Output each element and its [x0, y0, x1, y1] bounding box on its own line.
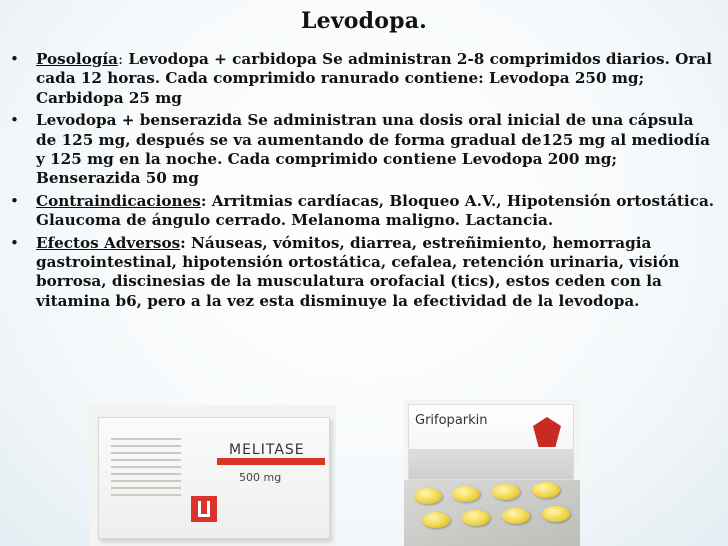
- pill-icon: [502, 508, 530, 524]
- pill-icon: [452, 486, 480, 502]
- slide-title: Levodopa.: [300, 8, 428, 34]
- pill-icon: [492, 484, 520, 500]
- bullet-text: Levodopa + benserazida Se administran una dosis oral inicial de una cápsula de 125 mg, después se va aumentando de forma gradual de125 mg al mediodía y 125 mg en la noche. Cada comprimido contiene Levodopa 200 mg; Benserazida 50 mg: [36, 111, 710, 188]
- box-lower-band: [409, 449, 573, 479]
- pill-icon: [462, 510, 490, 526]
- pill-icon: [532, 482, 560, 498]
- bullet-dot-icon: •: [10, 111, 19, 130]
- bullet-label: Posología: [36, 50, 118, 68]
- melitase-box: [98, 417, 330, 539]
- blister-pack: [404, 480, 580, 546]
- bullet-label: Contraindicaciones: [36, 191, 201, 210]
- bullet-contraindicaciones: [10, 192, 716, 231]
- bullet-label: Efectos Adversos: [36, 233, 181, 252]
- bullet-text: Levodopa + carbidopa Se administran 2-8 comprimidos diarios. Oral cada 12 horas. Cada comprimido ranurado contiene: Levodopa 250 mg; Carbidopa 25 mg: [36, 50, 713, 107]
- bullet-posologia: [10, 50, 716, 108]
- bullet-list: [10, 50, 716, 314]
- pill-icon: [414, 488, 442, 504]
- grifoparkin-box: [408, 404, 574, 480]
- pill-icon: [542, 506, 570, 522]
- bullet-benserazida: [10, 111, 716, 189]
- bullet-text: Arritmias cardíacas, Bloqueo A.V., Hipotensión ortostática. Glaucoma de ángulo cerrado. Melanoma maligno. Lactancia.: [36, 191, 715, 230]
- bullet-efectos-adversos: [10, 234, 716, 312]
- grifoparkin-photo: [404, 400, 580, 546]
- grifoparkin-brand: Grifoparkin: [415, 413, 488, 428]
- bullet-dot-icon: •: [10, 191, 19, 210]
- eagle-emblem-icon: [533, 417, 561, 447]
- bullet-dot-icon: •: [10, 233, 19, 252]
- manufacturer-logo-icon: [191, 496, 217, 522]
- bullet-separator: :: [200, 191, 207, 210]
- bullet-text: Náuseas, vómitos, diarrea, estreñimiento, hemorragia gastrointestinal, hipotensión ortostática, cefalea, retención urinaria, visión borrosa, discinesias de la musculatura orofacial (tics), estos ceden con la vitamina b6, pero a la vez esta disminuye la efectividad de la levodopa.: [36, 233, 680, 310]
- melitase-box-photo: [90, 405, 336, 546]
- melitase-red-bar: [217, 458, 325, 465]
- bullet-dot-icon: •: [10, 50, 19, 68]
- bullet-separator: :: [180, 233, 186, 252]
- melitase-brand: MELITASE: [229, 442, 305, 458]
- melitase-dose: 500 mg: [239, 471, 282, 484]
- bullet-separator: :: [117, 50, 124, 68]
- pill-icon: [422, 512, 450, 528]
